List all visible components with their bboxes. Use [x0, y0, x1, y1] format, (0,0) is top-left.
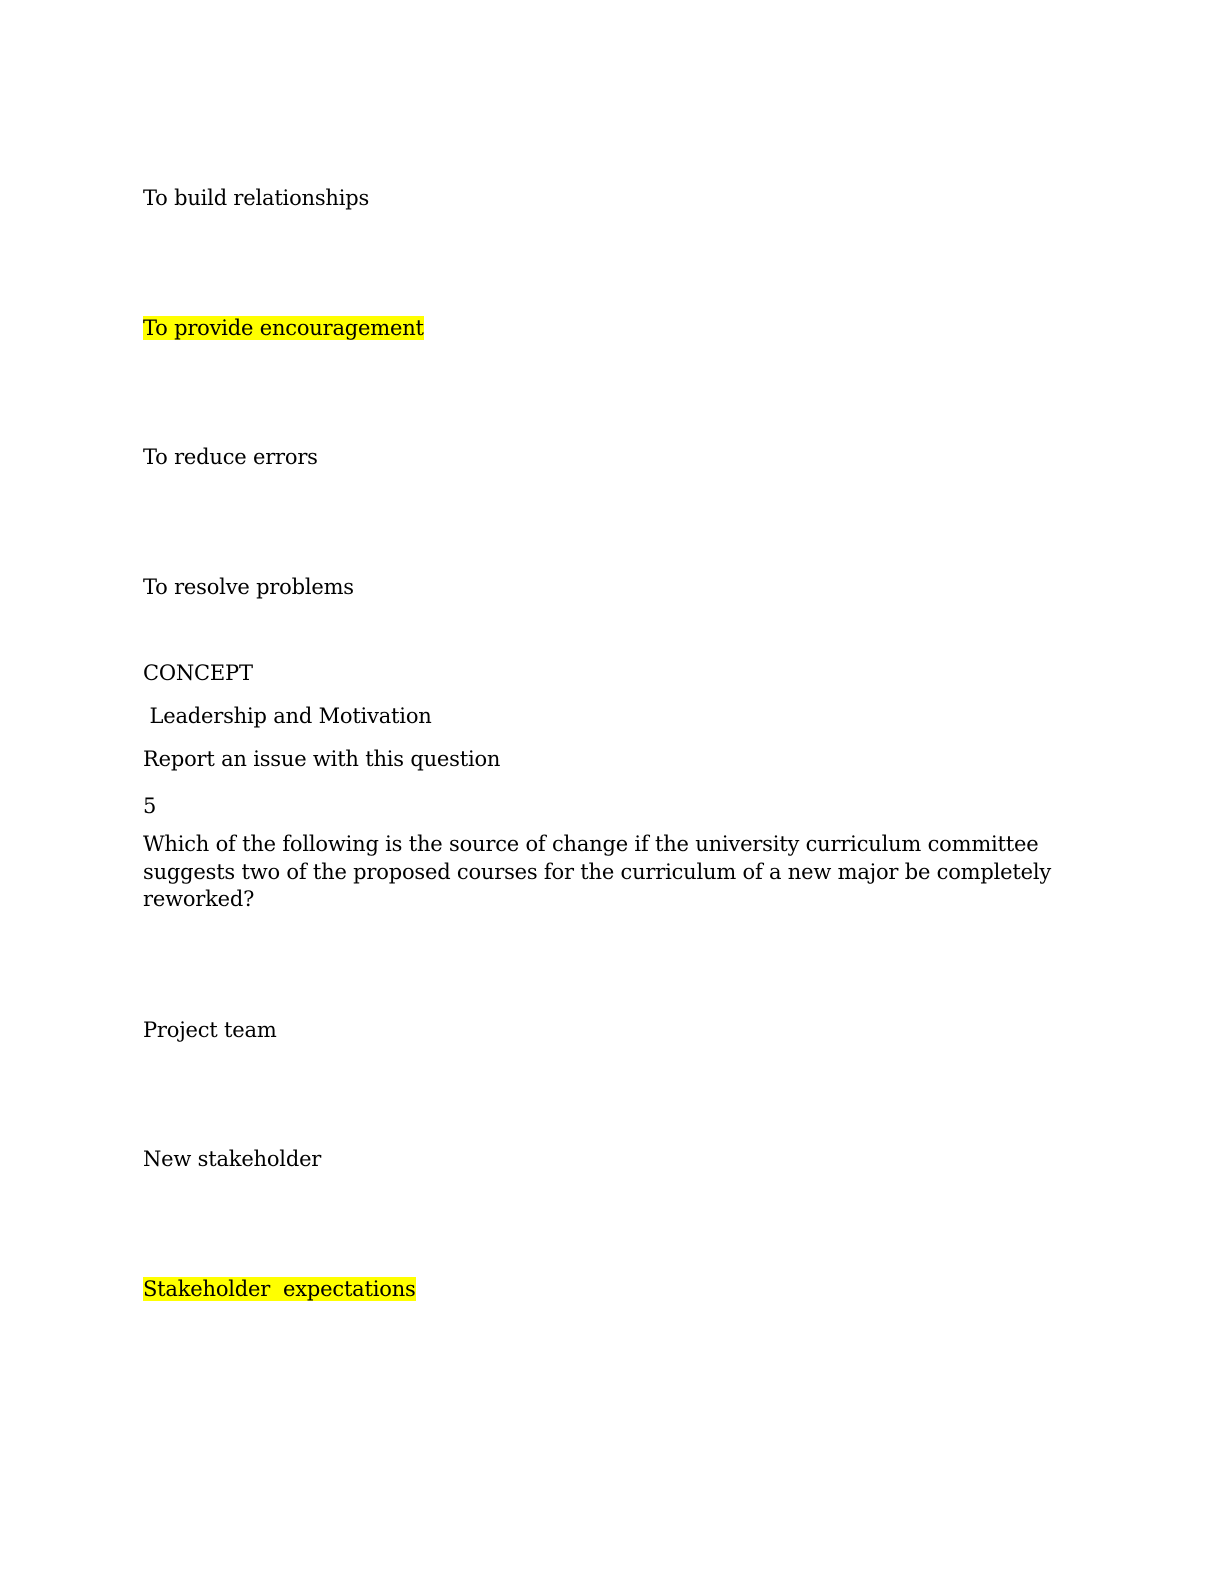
answer-option-text: Project team	[143, 1018, 277, 1042]
answer-option[interactable]	[143, 184, 369, 212]
question-number: 5	[143, 794, 157, 818]
answer-option-text-highlighted: To provide encouragement	[143, 316, 424, 340]
answer-option[interactable]	[143, 1145, 321, 1173]
question-text: Which of the following is the source of change if the university curriculum committee suggests two of the proposed courses for the curriculum of a new major be completely reworked?	[143, 832, 1052, 911]
concept-label: CONCEPT	[143, 661, 253, 685]
answer-option-selected[interactable]	[143, 1275, 416, 1303]
concept-value: Leadership and Motivation	[143, 704, 432, 728]
answer-option-text-highlighted: Stakeholder expectations	[143, 1277, 416, 1301]
report-issue-link[interactable]: Report an issue with this question	[143, 747, 501, 771]
answer-option-text: To build relationships	[143, 186, 370, 210]
answer-option-text: New stakeholder	[143, 1147, 322, 1171]
answer-option[interactable]	[143, 573, 354, 601]
answer-option-selected[interactable]	[143, 314, 424, 342]
answer-option-text: To reduce errors	[143, 445, 318, 469]
answer-option[interactable]	[143, 443, 318, 471]
answer-option-text: To resolve problems	[143, 575, 354, 599]
answer-option[interactable]	[143, 1016, 277, 1044]
